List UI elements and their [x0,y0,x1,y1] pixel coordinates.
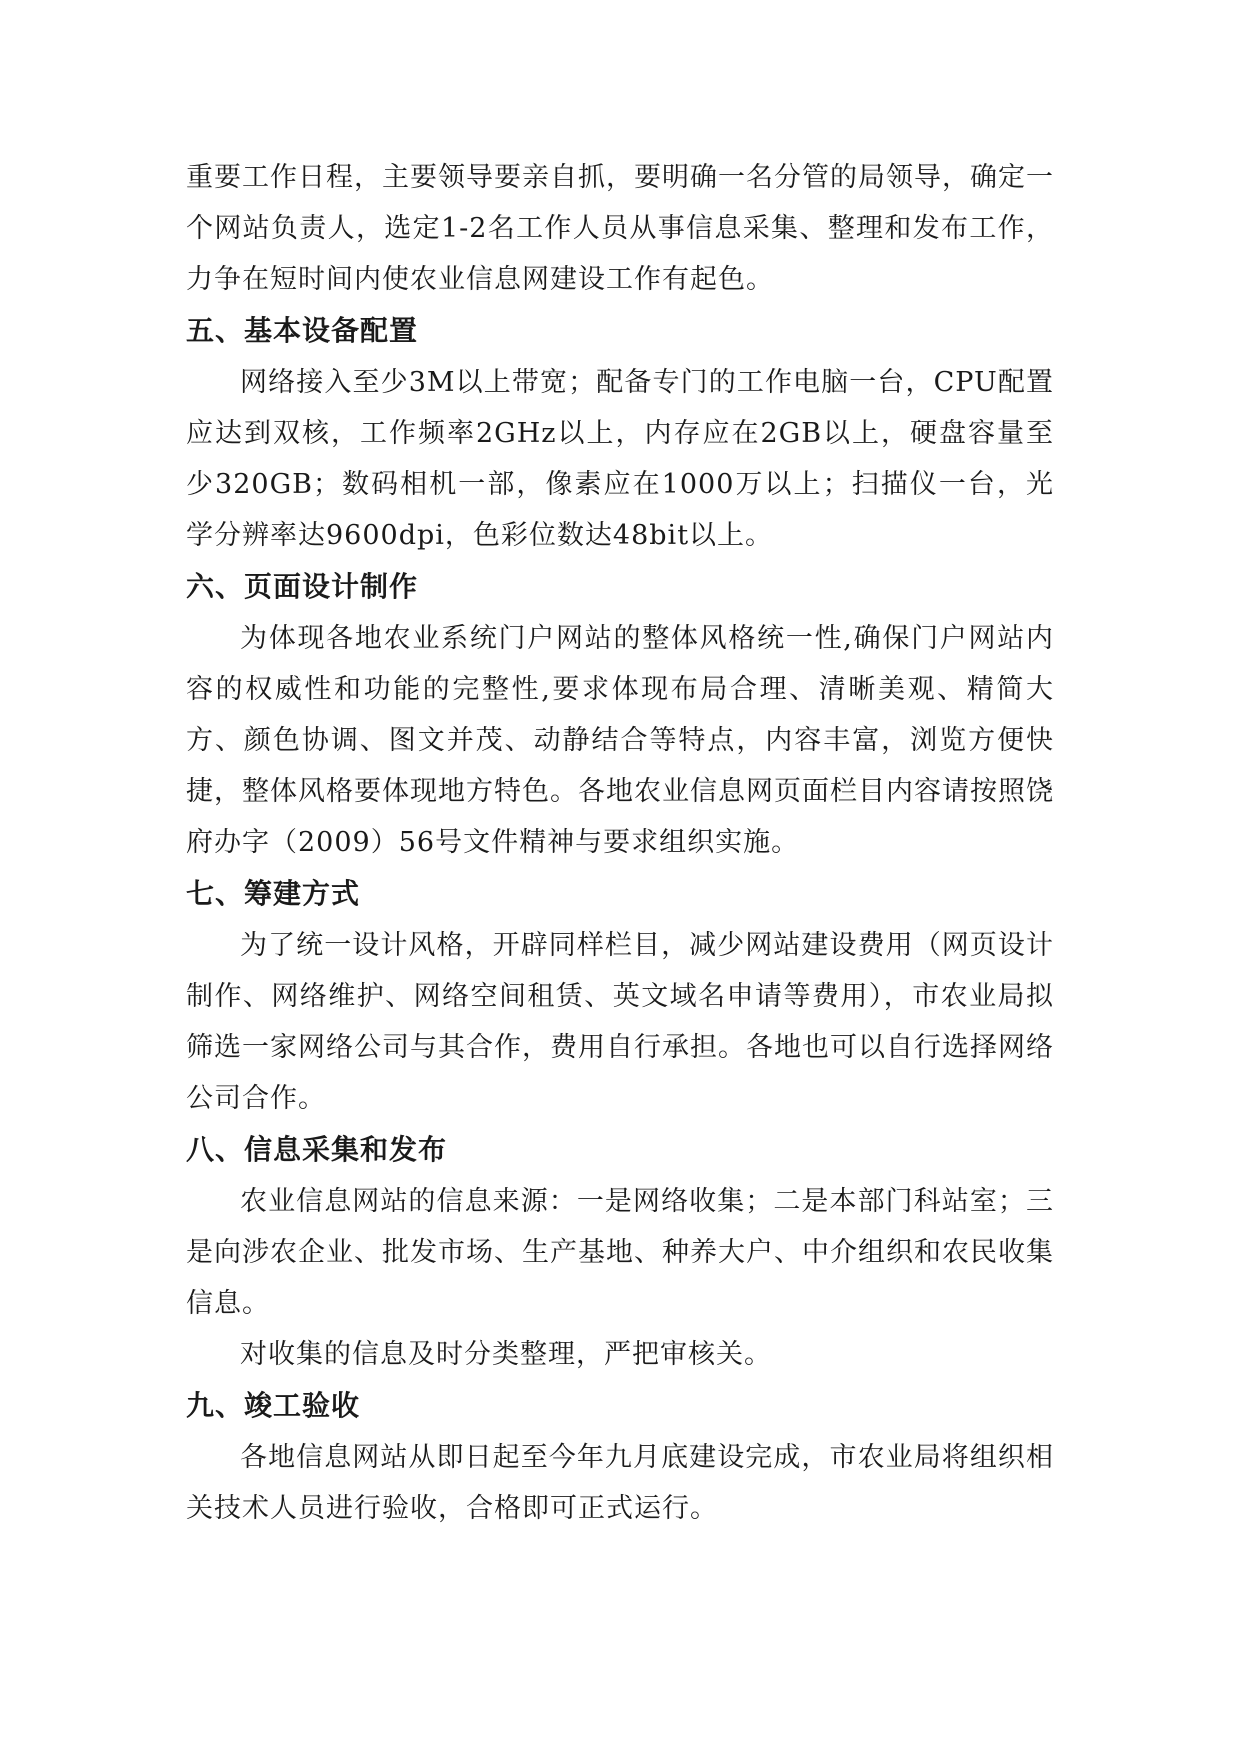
section-heading-equipment: 五、基本设备配置 [186,314,419,347]
intro-paragraph: 重要工作日程，主要领导要亲自抓，要明确一名分管的局领导，确定一个网站负责人，选定1-2名工作人员从事信息采集、整理和发布工作，力争在短时间内使农业信息网建设工作有起色。 [186,162,1054,295]
document-page [186,152,1054,1534]
section-heading-page-design: 六、页面设计制作 [186,570,419,603]
section-paragraph-construction-method: 为了统一设计风格，开辟同样栏目，减少网站建设费用（网页设计制作、网络维护、网络空间租赁、英文域名申请等费用），市农业局拟筛选一家网络公司与其合作，费用自行承担。各地也可以自行选择网络公司合作。 [186,930,1054,1114]
section-paragraph-equipment: 网络接入至少3M以上带宽；配备专门的工作电脑一台，CPU配置应达到双核，工作频率2GHz以上，内存应在2GB以上，硬盘容量至少320GB；数码相机一部，像素应在1000万以上；扫描仪一台，光学分辨率达9600dpi，色彩位数达48bit以上。 [186,367,1054,551]
section-paragraph-info-sources: 农业信息网站的信息来源：一是网络收集；二是本部门科站室；三是向涉农企业、批发市场、生产基地、种养大户、中介组织和农民收集信息。 [186,1186,1054,1319]
section-paragraph-page-design: 为体现各地农业系统门户网站的整体风格统一性,确保门户网站内容的权威性和功能的完整性,要求体现布局合理、清晰美观、精简大方、颜色协调、图文并茂、动静结合等特点，内容丰富，浏览方便快捷，整体风格要体现地方特色。各地农业信息网页面栏目内容请按照饶府办字（2009）56号文件精神与要求组织实施。 [186,623,1054,858]
section-paragraph-acceptance: 各地信息网站从即日起至今年九月底建设完成，市农业局将组织相关技术人员进行验收，合格即可正式运行。 [186,1442,1054,1524]
section-heading-construction-method: 七、筹建方式 [186,877,361,910]
section-paragraph-info-review: 对收集的信息及时分类整理，严把审核关。 [240,1339,772,1370]
section-heading-info-collection: 八、信息采集和发布 [186,1133,448,1166]
section-heading-acceptance: 九、竣工验收 [186,1389,361,1422]
